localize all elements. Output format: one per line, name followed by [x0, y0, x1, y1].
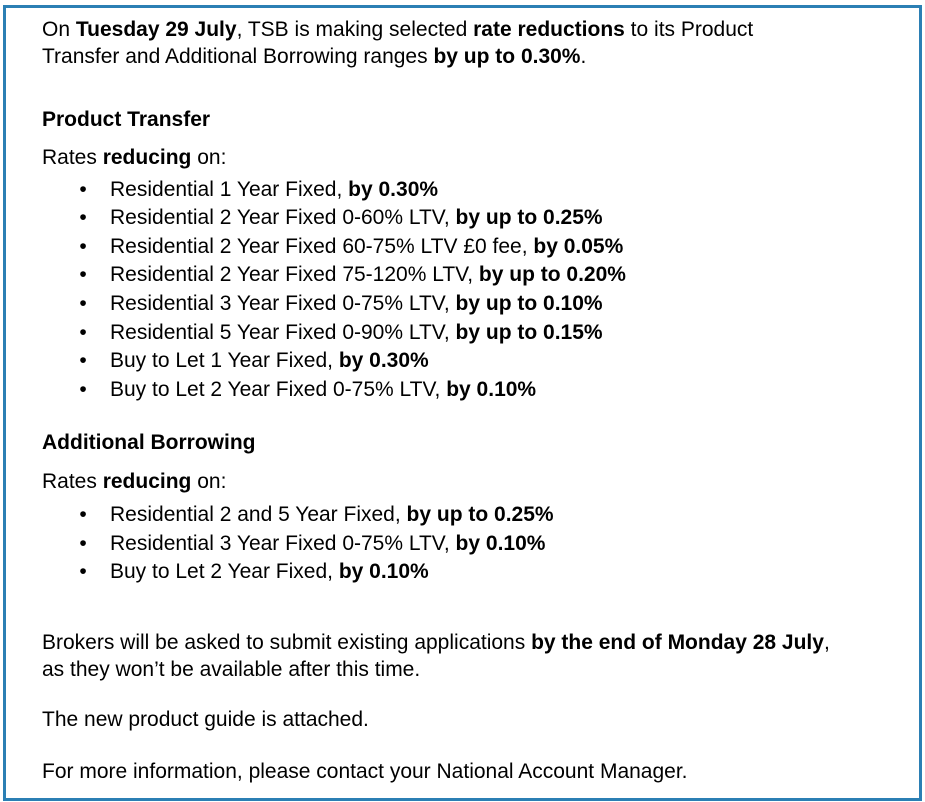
- item-label: Residential 2 Year Fixed 75-120% LTV,: [110, 263, 479, 286]
- item-label: Residential 2 Year Fixed 0-60% LTV,: [110, 206, 456, 229]
- item-label: Buy to Let 2 Year Fixed 0-75% LTV,: [110, 378, 447, 401]
- reducing-text: reducing: [102, 470, 192, 493]
- item-label: Residential 2 and 5 Year Fixed,: [110, 503, 407, 526]
- item-label: Residential 1 Year Fixed,: [110, 178, 349, 201]
- bullet-icon: •: [79, 263, 87, 286]
- intro-text: to its Product: [624, 18, 754, 41]
- bullet-icon: •: [79, 292, 87, 315]
- item-amount: by 0.10%: [455, 532, 546, 555]
- additional-borrowing-heading: Additional Borrowing: [42, 431, 256, 454]
- item-label: Residential 2 Year Fixed 60-75% LTV £0 fee,: [110, 235, 534, 258]
- brokers-line-1: [42, 630, 830, 656]
- item-amount: by 0.30%: [348, 178, 439, 201]
- bullet-icon: •: [79, 560, 87, 583]
- item-amount: by up to 0.15%: [455, 321, 603, 344]
- intro-text: .: [580, 45, 587, 68]
- intro-text: Transfer and Additional Borrowing ranges: [42, 45, 434, 68]
- item-label: Residential 5 Year Fixed 0-90% LTV,: [110, 321, 456, 344]
- intro-line-1: [42, 17, 753, 43]
- item-amount: by 0.30%: [338, 349, 429, 372]
- item-amount: by 0.05%: [533, 235, 624, 258]
- bullet-icon: •: [79, 178, 87, 201]
- intro-line-2: [42, 44, 586, 70]
- guide-text: The new product guide is attached.: [42, 708, 369, 731]
- bullet-icon: •: [79, 532, 87, 555]
- bullet-icon: •: [79, 235, 87, 258]
- deadline-text: by the end of Monday 28 July: [531, 631, 824, 654]
- bullet-icon: •: [79, 378, 87, 401]
- item-label: Residential 3 Year Fixed 0-75% LTV,: [110, 292, 456, 315]
- bullet-icon: •: [79, 206, 87, 229]
- rates-text: on:: [191, 146, 227, 169]
- product-transfer-rates-line: [42, 145, 226, 171]
- item-amount: by up to 0.10%: [455, 292, 603, 315]
- bullet-icon: •: [79, 503, 87, 526]
- rates-text: Rates: [42, 146, 103, 169]
- intro-text: On: [42, 18, 76, 41]
- bullet-icon: •: [79, 321, 87, 344]
- additional-borrowing-rates-line: [42, 469, 226, 495]
- max-reduction-text: by up to 0.30%: [433, 45, 581, 68]
- rates-text: on:: [191, 470, 227, 493]
- item-amount: by up to 0.25%: [406, 503, 554, 526]
- item-amount: by up to 0.20%: [478, 263, 626, 286]
- rates-text: Rates: [42, 470, 103, 493]
- bullet-icon: •: [79, 349, 87, 372]
- item-amount: by up to 0.25%: [455, 206, 603, 229]
- item-label: Buy to Let 1 Year Fixed,: [110, 349, 339, 372]
- brokers-line-2: as they won’t be available after this time.: [42, 658, 421, 681]
- product-transfer-heading: Product Transfer: [42, 108, 211, 131]
- effective-date: Tuesday 29 July: [75, 18, 237, 41]
- brokers-text: ,: [823, 631, 830, 654]
- item-amount: by 0.10%: [446, 378, 537, 401]
- item-amount: by 0.10%: [338, 560, 429, 583]
- contact-text: For more information, please contact your National Account Manager.: [42, 760, 688, 783]
- intro-text: , TSB is making selected: [236, 18, 474, 41]
- rate-reductions-text: rate reductions: [473, 18, 625, 41]
- brokers-text: Brokers will be asked to submit existing applications: [42, 631, 532, 654]
- item-label: Residential 3 Year Fixed 0-75% LTV,: [110, 532, 456, 555]
- reducing-text: reducing: [102, 146, 192, 169]
- item-label: Buy to Let 2 Year Fixed,: [110, 560, 339, 583]
